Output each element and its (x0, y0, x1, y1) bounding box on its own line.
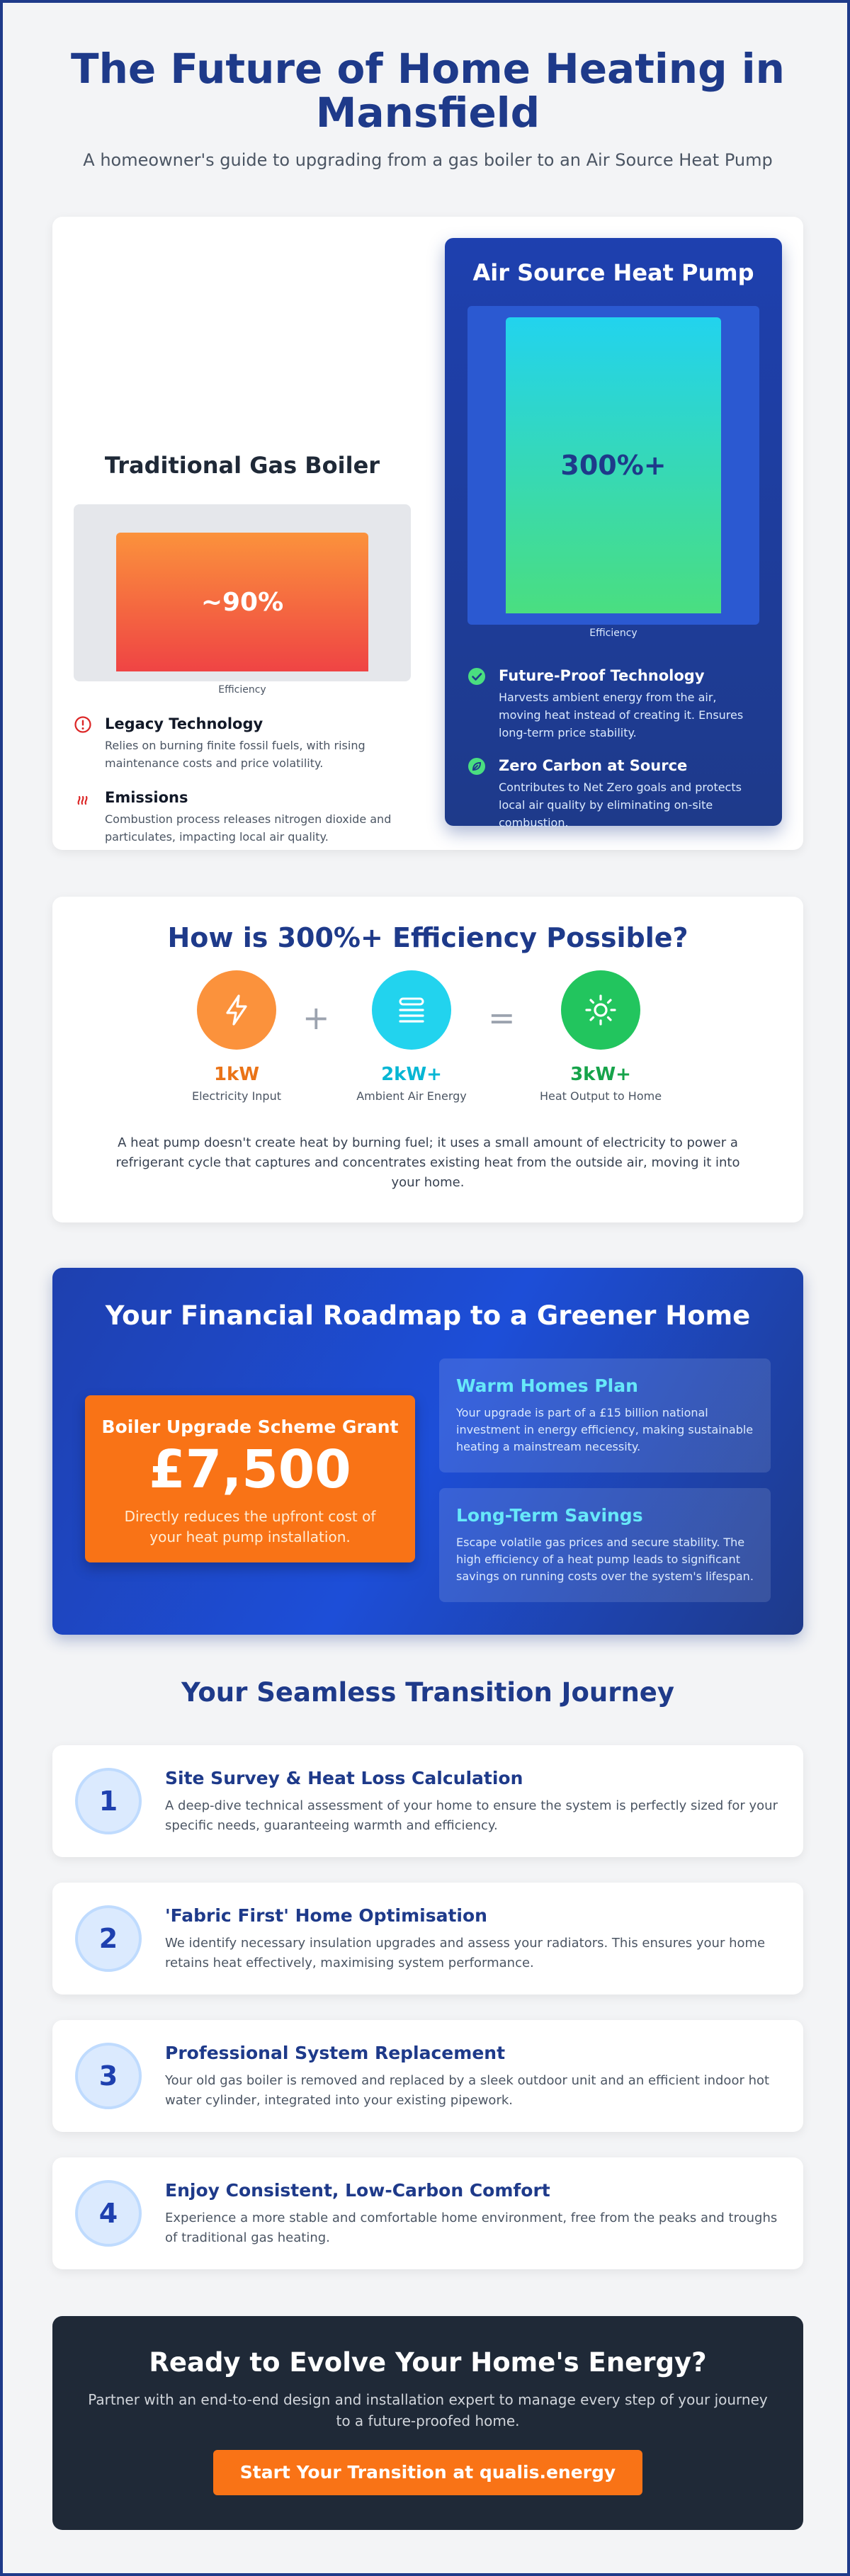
fin-box-title: Warm Homes Plan (456, 1375, 638, 1396)
grant-text: Directly reduces the upfront cost of your heat pump installation. (124, 1508, 376, 1545)
efficiency-equation (52, 970, 803, 1112)
check-circle-icon (468, 667, 486, 686)
sun-icon (561, 970, 640, 1050)
heat-pump-feature-title: Zero Carbon at Source (499, 757, 688, 774)
cta-card (52, 2316, 803, 2530)
journey-title: Your Seamless Transition Journey (181, 1677, 675, 1708)
step-text: Your old gas boiler is removed and replaced by a sleek outdoor unit and an efficient indoor hot water cylinder, integrated into your existing pipework. (165, 2073, 770, 2108)
step-number: 2 (75, 1905, 142, 1972)
efficiency-card (52, 897, 803, 1222)
grant-title: Boiler Upgrade Scheme Grant (101, 1417, 399, 1437)
start-transition-button[interactable]: Start Your Transition at qualis.energy (213, 2450, 642, 2495)
fin-box-text: Escape volatile gas prices and secure stability. The high efficiency of a heat pump leads to significant savings on running costs over the system's lifespan. (456, 1536, 754, 1583)
gas-chart-caption: Efficiency (218, 684, 266, 696)
heat-pump-feature-text: Harvests ambient energy from the air, moving heat instead of creating it. Ensures long-term price stability. (499, 691, 744, 739)
ambient-air-label: Ambient Air Energy (356, 1089, 467, 1103)
heat-pump-feature-title: Future-Proof Technology (499, 667, 705, 684)
journey-step (52, 2020, 803, 2132)
heat-pump-title: Air Source Heat Pump (472, 259, 754, 286)
step-title: 'Fabric First' Home Optimisation (165, 1905, 487, 1926)
heat-output-label: Heat Output to Home (539, 1089, 662, 1103)
financial-roadmap-card (52, 1268, 803, 1635)
smoke-icon (74, 789, 92, 807)
electricity-input-item (159, 970, 314, 1103)
step-title: Enjoy Consistent, Low-Carbon Comfort (165, 2180, 550, 2201)
gas-feature-legacy (74, 715, 411, 772)
step-number: 4 (75, 2180, 142, 2247)
step-title: Professional System Replacement (165, 2043, 506, 2063)
step-text: We identify necessary insulation upgrades and assess your radiators. This ensures your home retains heat effectively, maximising system performance. (165, 1936, 766, 1970)
wind-icon (372, 970, 451, 1050)
heat-pump-efficiency-chart (468, 306, 759, 625)
electricity-input-value: 1kW (213, 1064, 260, 1085)
lightning-icon (197, 970, 276, 1050)
step-text: A deep-dive technical assessment of your home to ensure the system is perfectly sized for your specific needs, guaranteeing warmth and efficiency. (165, 1798, 778, 1833)
fin-box-title: Long-Term Savings (456, 1505, 643, 1526)
heat-output-value: 3kW+ (570, 1064, 631, 1085)
step-number: 3 (75, 2043, 142, 2109)
gas-boiler-panel (74, 452, 411, 846)
page-subtitle: A homeowner's guide to upgrading from a gas boiler to an Air Source Heat Pump (83, 150, 773, 170)
ambient-air-value: 2kW+ (381, 1064, 442, 1085)
plus-operator: + (302, 999, 330, 1037)
efficiency-title: How is 300%+ Efficiency Possible? (167, 922, 688, 953)
gas-feature-title: Legacy Technology (105, 715, 264, 732)
gas-feature-text: Relies on burning finite fossil fuels, with rising maintenance costs and price volatility. (105, 739, 366, 770)
grant-amount: £7,500 (149, 1439, 351, 1500)
warning-icon (74, 715, 92, 734)
ambient-air-item (334, 970, 489, 1103)
gas-efficiency-chart (74, 504, 411, 681)
gas-efficiency-bar: ~90% (116, 533, 368, 671)
step-text: Experience a more stable and comfortable home environment, free from the peaks and troughs of traditional gas heating. (165, 2211, 778, 2245)
heat-pump-efficiency-bar: 300%+ (506, 317, 721, 613)
heat-pump-panel (445, 238, 782, 829)
journey-step (52, 2157, 803, 2269)
heat-output-item (523, 970, 679, 1103)
heat-pump-feature-zero-carbon (468, 757, 759, 832)
gas-feature-text: Combustion process releases nitrogen dioxide and particulates, impacting local air quality. (105, 812, 392, 844)
electricity-input-label: Electricity Input (192, 1089, 281, 1103)
gas-feature-emissions (74, 789, 411, 846)
long-term-savings-box (439, 1488, 771, 1602)
equals-operator: = (488, 999, 516, 1037)
cta-title: Ready to Evolve Your Home's Energy? (149, 2347, 707, 2378)
warm-homes-plan-box (439, 1358, 771, 1473)
step-title: Site Survey & Heat Loss Calculation (165, 1768, 523, 1788)
cta-text: Partner with an end-to-end design and installation expert to manage every step of your journey to a future-proofed home. (88, 2391, 768, 2429)
page-title: The Future of Home Heating in Mansfield (71, 45, 785, 137)
journey-step (52, 1883, 803, 1995)
gas-feature-title: Emissions (105, 789, 188, 806)
leaf-icon (468, 757, 486, 776)
journey-step (52, 1745, 803, 1857)
comparison-card (52, 217, 803, 850)
gas-boiler-title: Traditional Gas Boiler (104, 452, 380, 479)
heat-pump-feature-text: Contributes to Net Zero goals and protects local air quality by eliminating on-site combustion. (499, 781, 742, 829)
efficiency-description: A heat pump doesn't create heat by burning fuel; it uses a small amount of electricity to power a refrigerant cycle that captures and concentrates existing heat from the outside air, moving it into your home. (115, 1135, 740, 1190)
financial-title: Your Financial Roadmap to a Greener Home (105, 1300, 751, 1331)
fin-box-text: Your upgrade is part of a £15 billion national investment in energy efficiency, making sustainable heating a mainstream necessity. (456, 1406, 754, 1453)
heat-pump-feature-future-proof (468, 667, 759, 742)
page-header (3, 47, 850, 170)
grant-box (85, 1395, 415, 1562)
step-number: 1 (75, 1768, 142, 1834)
heat-pump-chart-caption: Efficiency (589, 628, 638, 639)
